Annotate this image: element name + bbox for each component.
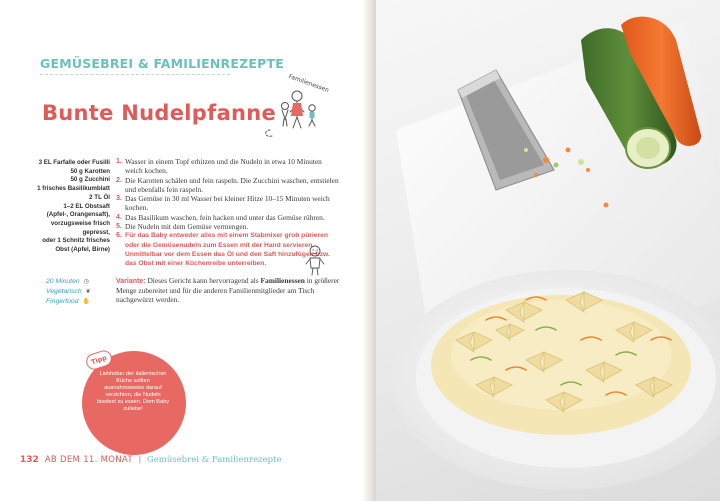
ingredient-item: Obst (Apfel, Birne) xyxy=(55,246,110,254)
tag-vegetarian xyxy=(46,287,91,297)
clock-icon: ◷ xyxy=(83,279,89,285)
book-gutter xyxy=(362,0,376,501)
hand-icon: ✋ xyxy=(82,299,90,305)
footer-separator: | xyxy=(138,455,141,464)
tag-label: Fingerfood xyxy=(46,298,79,305)
tag-time xyxy=(46,277,91,287)
family-label: Familienessen xyxy=(287,73,330,95)
tag-label: 20 Minuten xyxy=(46,278,80,285)
dish-photo xyxy=(376,0,720,501)
step-item xyxy=(116,213,341,222)
step-number: 6. xyxy=(116,232,122,240)
page-footer xyxy=(20,455,282,465)
variant-text: in größerer Menge zubereitet und für die anderen Familienmitglieder am Tisch nachgewürzt werden. xyxy=(116,275,340,305)
step-text: Die Nudeln mit dem Gemüse vermengen. xyxy=(125,222,249,232)
step-number: 4. xyxy=(116,213,122,221)
section-title: GEMÜSEBREI & FAMILIENREZEPTE xyxy=(40,56,284,71)
variant-text: Dieses Gericht kann hervorragend als xyxy=(147,275,259,285)
ingredient-item: 1 frisches Basilikumblatt xyxy=(37,185,110,193)
step-text: Die Karotten schälen und fein raspeln. Die Zucchini waschen, entstielen und ebenfalls fein raspeln. xyxy=(125,175,339,194)
tip-badge: Tipp xyxy=(84,348,114,371)
tag-label: Vegetarisch xyxy=(46,288,82,295)
footer-month: AB DEM 11. MONAT xyxy=(44,455,133,465)
ingredient-item: 50 g Karotten xyxy=(70,167,110,175)
tag-fingerfood xyxy=(46,297,91,307)
ingredient-item: gepresst, xyxy=(82,228,110,236)
step-number: 3. xyxy=(116,195,122,203)
step-number: 5. xyxy=(116,223,122,231)
page-number: 132 xyxy=(20,455,39,465)
ingredient-item: (Apfel-, Orangensaft), xyxy=(46,211,110,219)
variant-note xyxy=(116,276,341,305)
section-divider xyxy=(40,74,230,75)
instruction-steps xyxy=(116,157,341,304)
step-number: 2. xyxy=(116,176,122,184)
pasta-photo-illustration xyxy=(376,0,720,501)
step-text: Wasser in einem Topf erhitzen und die Nudeln in etwa 10 Minuten weich kochen. xyxy=(125,157,322,176)
step-text: Das Basilikum waschen, fein hacken und unter das Gemüse rühren. xyxy=(125,212,325,222)
leaf-icon: ❦ xyxy=(85,289,91,295)
ingredient-item: 50 g Zucchini xyxy=(70,176,110,184)
ingredient-list xyxy=(20,159,110,255)
recipe-tags xyxy=(46,277,91,307)
recipe-title: Bunte Nudelpfanne xyxy=(42,101,277,125)
step-item xyxy=(116,222,341,231)
step-text: Für das Baby entweder alles mit einem Stabmixer grob pürieren oder die Gemüsenudeln zum Essen mit der Hand servieren. Unmittelbar vor dem Essen das Öl und den Saft hinzufügen bzw. das Obst mit einer Küchenreibe unterreiben. xyxy=(125,232,330,268)
ingredient-item: oder 1 Schnitz frisches xyxy=(42,237,110,245)
step-item xyxy=(116,176,341,195)
step-text: Das Gemüse in 30 ml Wasser bei kleiner Hitze 10–15 Minuten weich kochen. xyxy=(125,194,330,213)
variant-emphasis: Familienessen xyxy=(260,275,305,285)
tip-text: Liebhaber der italienischen Küche sollten ausnahmsweise darauf verzichten, die Nudeln bissfest zu essen. Dem Baby zuliebe! xyxy=(96,371,170,413)
ingredient-item: 2 TL Öl xyxy=(89,193,110,201)
step-item xyxy=(116,194,341,213)
footer-chapter: Gemüsebrei & Familienrezepte xyxy=(146,455,282,465)
step-number: 1. xyxy=(116,158,122,165)
ingredient-item: 3 EL Farfalle oder Fusilli xyxy=(38,159,110,166)
step-item xyxy=(116,157,341,176)
ingredient-item: 1–2 EL Obstsaft xyxy=(63,202,110,210)
ingredient-item: vorzugsweise frisch xyxy=(50,219,110,227)
variant-label: Variante: xyxy=(116,277,146,285)
baby-illustration-icon xyxy=(304,244,326,278)
